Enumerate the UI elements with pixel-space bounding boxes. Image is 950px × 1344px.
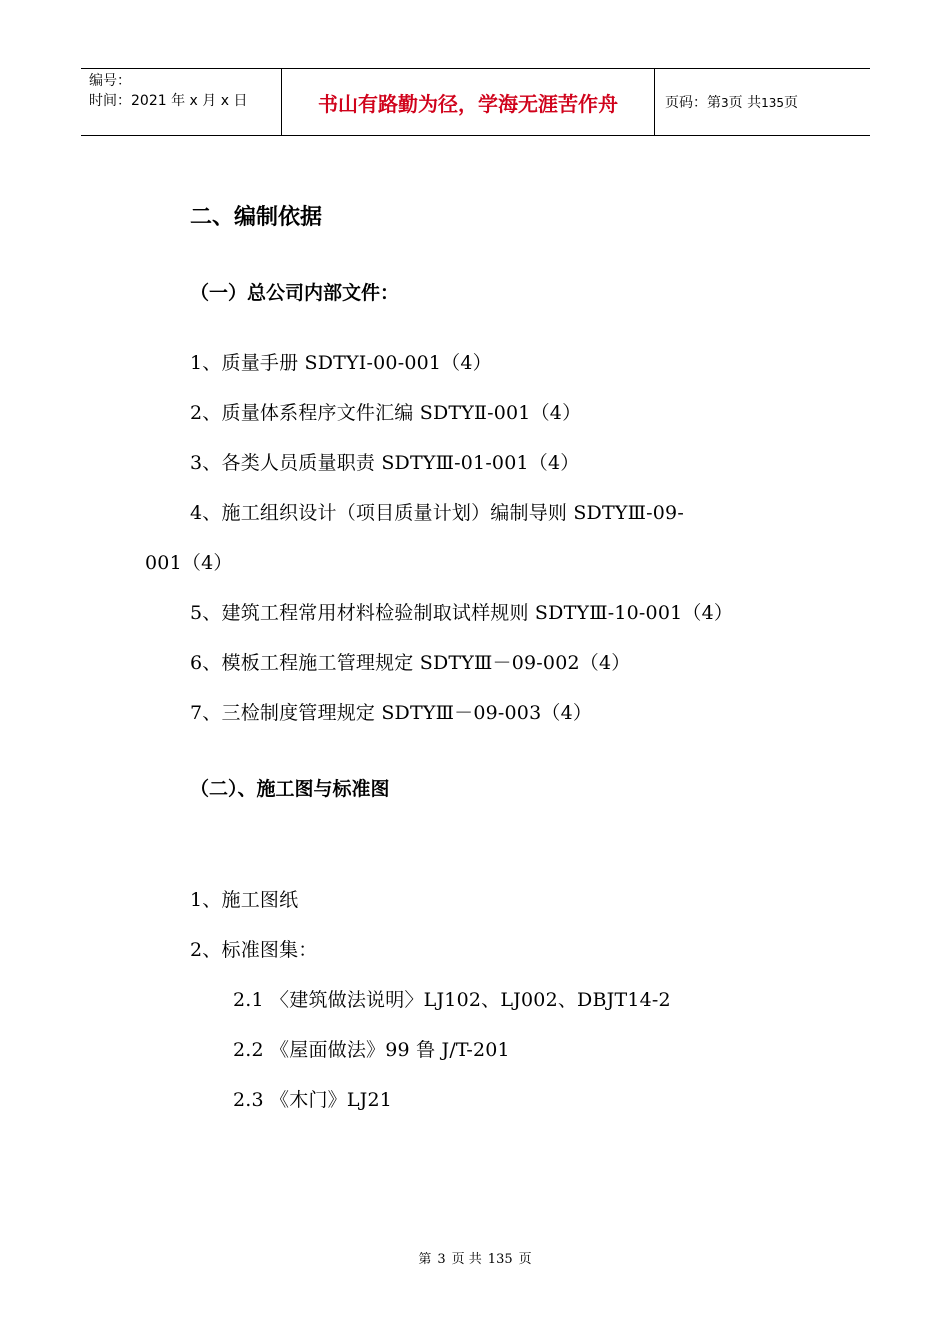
list-subitem: 2.2 《屋面做法》99 鲁 J/T-201 — [233, 1039, 510, 1061]
footer-total: 135 — [487, 1252, 513, 1267]
page-footer — [0, 1248, 950, 1267]
header-meta — [81, 69, 282, 135]
page-label-mid: 页 共 — [728, 95, 762, 111]
list-subitem: 2.3 《木门》LJ21 — [233, 1089, 393, 1111]
header-motto — [282, 69, 655, 135]
list-item: 2、标准图集： — [190, 939, 318, 961]
list-item: 5、建筑工程常用材料检验制取试样规则 SDTYⅢ-10-001（4） — [190, 602, 734, 624]
list-item-continuation: 001（4） — [145, 552, 233, 574]
doc-date-label: 时间：2021 年 x 月 x 日 — [89, 93, 248, 109]
list-item: 2、质量体系程序文件汇编 SDTYⅡ-001（4） — [190, 402, 582, 424]
page-info-text — [665, 92, 870, 112]
subsection-title-drawings: （二）、施工图与标准图 — [190, 778, 390, 800]
page-label-suffix: 页 — [784, 95, 798, 111]
motto-text: 书山有路勤为径，学海无涯苦作舟 — [318, 91, 618, 116]
list-item: 7、三检制度管理规定 SDTYⅢ－09-003（4） — [190, 702, 593, 724]
list-item: 3、各类人员质量职责 SDTYⅢ-01-001（4） — [190, 452, 580, 474]
footer-mid: 页 共 — [451, 1252, 482, 1267]
list-item: 1、质量手册 SDTYⅠ-00-001（4） — [190, 352, 492, 374]
footer-prefix: 第 — [418, 1252, 432, 1267]
page-header — [81, 68, 870, 136]
header-page-info — [655, 69, 870, 135]
list-item: 6、模板工程施工管理规定 SDTYⅢ－09-002（4） — [190, 652, 631, 674]
subsection-title-internal-docs: （一）总公司内部文件： — [190, 282, 400, 304]
page-current: 3 — [721, 96, 729, 110]
page-label-prefix: 页码：第 — [665, 95, 721, 111]
footer-current: 3 — [437, 1252, 446, 1267]
list-item: 1、施工图纸 — [190, 889, 299, 911]
section-title: 二、编制依据 — [190, 205, 323, 230]
doc-number-label: 编号： — [89, 73, 131, 89]
footer-suffix: 页 — [518, 1252, 532, 1267]
list-subitem: 2.1 〈建筑做法说明〉LJ102、LJ002、DBJT14-2 — [233, 989, 671, 1011]
page-total: 135 — [761, 96, 784, 110]
list-item: 4、施工组织设计（项目质量计划）编制导则 SDTYⅢ-09- — [190, 502, 684, 524]
